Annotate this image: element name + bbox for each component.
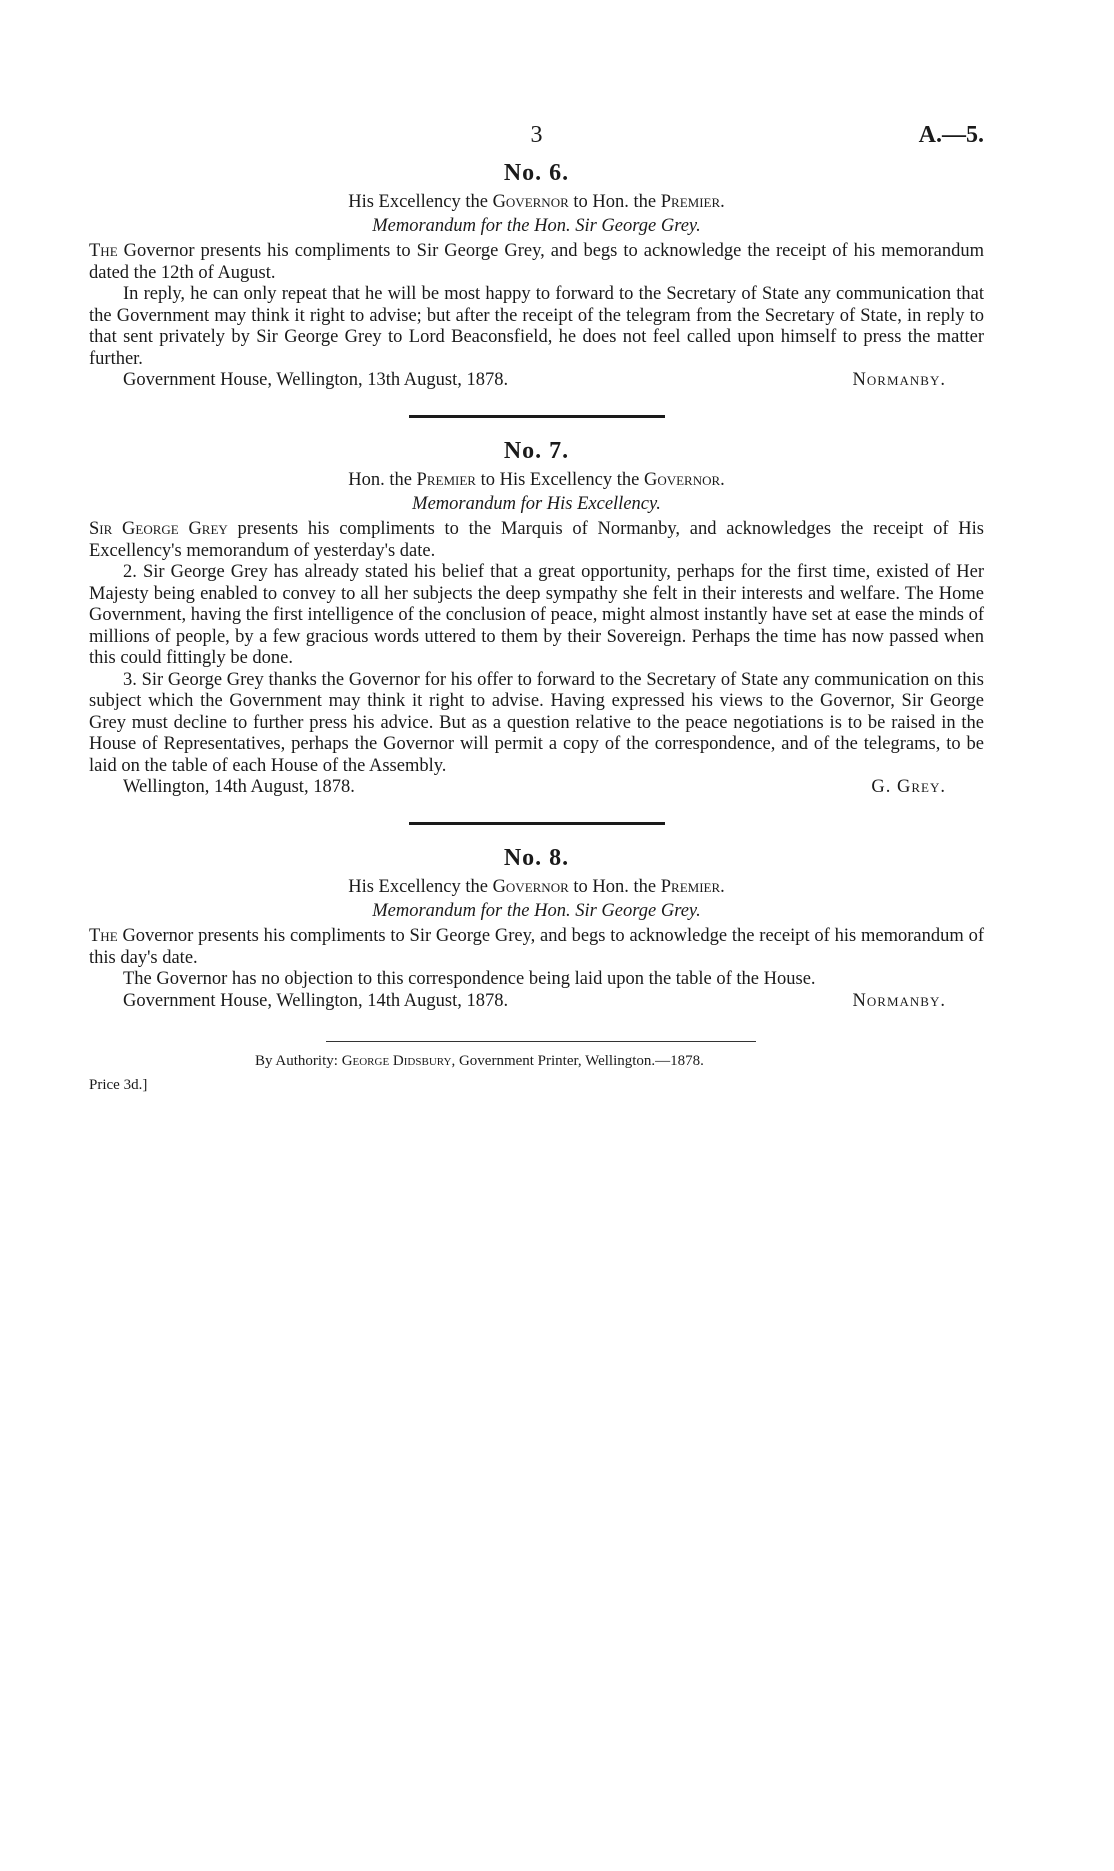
signature-line [89, 370, 984, 392]
paragraph: Sir George Grey presents his compliments to the Marquis of Normanby, and acknowledges the receipt of His Excellency's memorandum of yesterday's date. [89, 519, 984, 561]
document-page [89, 118, 984, 1111]
place-date: Government House, Wellington, 13th August, 1878. [123, 370, 509, 390]
footer-rule [326, 1041, 756, 1042]
correspondence-route: His Excellency the Governor to Hon. the Premier. [348, 192, 725, 212]
memorandum-heading: Memorandum for the Hon. Sir George Grey. [372, 901, 701, 921]
place-date: Wellington, 14th August, 1878. [123, 777, 355, 797]
paragraph: 3. Sir George Grey thanks the Governor for his offer to forward to the Secretary of State any communication on this subject which the Government may think it right to advise. Having expressed his views to the Governor, Sir George Grey must decline to further press his advice. But as a question relative to the peace negotiations is to be raised in the House of Representatives, perhaps the Governor will permit a copy of the correspondence, and of the telegrams, to be laid on the table of each House of the Assembly. [89, 669, 984, 776]
memorandum-no-7 [89, 438, 984, 799]
memorandum-heading: Memorandum for the Hon. Sir George Grey. [372, 216, 701, 236]
paragraph: 2. Sir George Grey has already stated his belief that a great opportunity, perhaps for the first time, existed of Her Majesty being enabled to convey to all her subjects the deep sympathy she felt in their interests and welfare. The Home Government, having the first intelligence of the conclusion of peace, might almost instantly have set at ease the minds of millions of people, by a few gracious words uttered to them by their Sovereign. Perhaps the time has now passed when this could fittingly be done. [89, 562, 984, 668]
memorandum-no-6 [89, 160, 984, 392]
section-divider [409, 822, 665, 825]
price-note: Price 3d.] [89, 1076, 148, 1093]
paragraph: The Governor has no objection to this correspondence being laid upon the table of the House. [123, 969, 816, 989]
place-date: Government House, Wellington, 14th August, 1878. [123, 990, 509, 1011]
correspondence-route: His Excellency the Governor to Hon. the Premier. [348, 877, 725, 897]
document-number: No. 6. [503, 160, 570, 186]
page-footer [89, 1041, 984, 1111]
signer: Normanby. [852, 990, 946, 1011]
signer: G. Grey. [871, 777, 946, 797]
paragraph: The Governor presents his compliments to Sir George Grey, and begs to acknowledge the receipt of his memorandum of this day's date. [89, 926, 984, 968]
document-number: No. 8. [503, 845, 570, 871]
document-number: No. 7. [503, 438, 570, 464]
signature-line [89, 777, 984, 799]
printer-imprint: By Authority: George Didsbury, Government Printer, Wellington.—1878. [255, 1052, 704, 1069]
page-number: 3 [530, 122, 543, 148]
correspondence-route: Hon. the Premier to His Excellency the Governor. [348, 470, 725, 490]
page-header [89, 118, 984, 150]
document-reference: A.—5. [918, 122, 984, 148]
paragraph: The Governor presents his compliments to Sir George Grey, and begs to acknowledge the receipt of his memorandum dated the 12th of August. [89, 241, 984, 283]
section-divider [409, 415, 665, 418]
memorandum-no-8 [89, 845, 984, 1013]
memorandum-heading: Memorandum for His Excellency. [412, 494, 661, 514]
paragraph: In reply, he can only repeat that he will be most happy to forward to the Secretary of State any communication that the Government may think it right to advise; but after the receipt of the telegram from the Secretary of State, in reply to that sent privately by Sir George Grey to Lord Beaconsfield, he does not feel called upon himself to press the matter further. [89, 284, 984, 369]
signer: Normanby. [852, 370, 946, 390]
signature-line [89, 991, 984, 1013]
